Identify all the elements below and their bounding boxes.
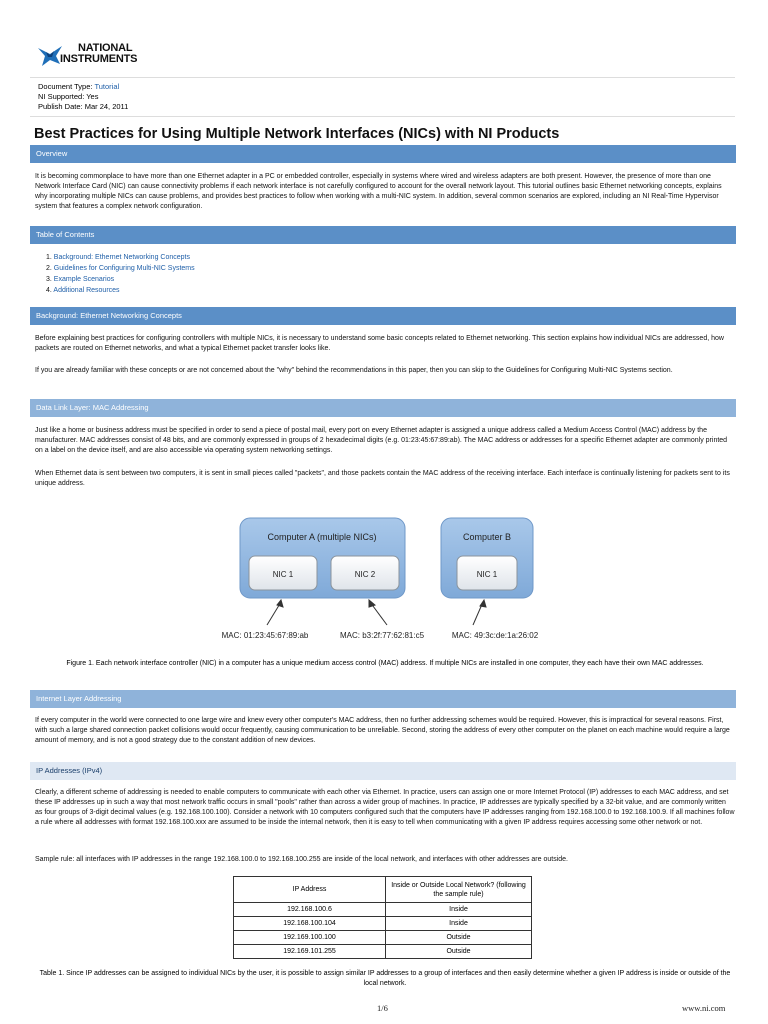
overview-text: It is becoming commonplace to have more than one Ethernet adapter in a PC or embedded controller, especially in systems where wired and wireless adapters are both present. However, the presence of more than one Network Interface Card (NIC) can cause connectivity problems if each network interface is not carefully configured to account for the overall network layout. This tutorial outlines basic Ethernet networking concepts, explains why incorporating multiple NICs can cause problems, and provides best practices to follow when working with a multi-NIC system. In addition, several common scenarios are explored, including an NI Real-Time Hypervisor system that features a complex network configuration.	[35, 173, 722, 210]
nic2-label: NIC 2	[354, 570, 376, 579]
computer-b-label: Computer B	[462, 532, 512, 542]
table-caption: Table 1. Since IP addresses can be assigned to individual NICs by the user, it is possible to assign similar IP addresses to a group of interfaces and then easily determine whether a given IP address is inside or outside of the local network.	[39, 970, 731, 987]
figure-caption: Figure 1. Each network interface controller (NIC) in a computer has a unique medium access control (MAC) address. If multiple NICs are installed in one computer, they each have their own MAC addresses.	[66, 660, 704, 667]
ip-address-table	[233, 876, 532, 959]
datalink-paragraph-1: Just like a home or business address must be specified in order to send a piece of postal mail, every port on every Ethernet adapter is assigned a unique address called a Medium Access Control (MAC) address by the manufacturer. MAC addresses consist of 48 bits, and are commonly expressed in groups of 2 hexadecimal digits (e.g. 01:23:45:67:89:ab). The MAC address or addresses for a specific Ethernet adapter are commonly printed on a label on the device itself, and are also accessible via operating system networking settings.	[35, 427, 728, 454]
logo-line2: INSTRUMENTS	[60, 53, 138, 65]
table-of-contents	[46, 252, 195, 296]
section-header-toc: Table of Contents	[30, 226, 736, 244]
section-header-internet: Internet Layer Addressing	[30, 690, 736, 708]
footer-url[interactable]: www.ni.com	[682, 1003, 726, 1013]
datalink-paragraph-2: When Ethernet data is sent between two computers, it is sent in small pieces called "packets", and those packets contain the MAC address of the receiving interface. Each interface is continually listening for packets sent to its unique address.	[35, 470, 730, 487]
background-paragraph-1: Before explaining best practices for configuring controllers with multiple NICs, it is necessary to understand some basic concepts related to Ethernet networking. This section explains how individual NICs are addressed, how packets are routed on Ethernet networks, and what a typical Ethernet packet transfer looks like.	[35, 335, 724, 352]
mac-label-3: MAC: 49:3c:de:1a:26:02	[451, 631, 539, 640]
section-header-datalink: Data Link Layer: MAC Addressing	[30, 399, 736, 417]
page-title: Best Practices for Using Multiple Network Interfaces (NICs) with NI Products	[34, 126, 560, 142]
document-meta	[30, 77, 735, 117]
arrow-icon	[267, 600, 486, 625]
computer-a-label: Computer A (multiple NICs)	[267, 532, 377, 542]
table-row: 192.169.100.100 Outside	[234, 931, 532, 945]
section-header-background: Background: Ethernet Networking Concepts	[30, 307, 736, 325]
toc-item[interactable]: 1. Background: Ethernet Networking Concepts	[46, 254, 190, 261]
table-header-location: Inside or Outside Local Network? (following the sample rule)	[386, 877, 532, 903]
section-header-overview: Overview	[30, 145, 736, 163]
nic1-label: NIC 1	[272, 570, 294, 579]
ni-logo	[36, 42, 136, 70]
doc-type-label: Document Type:	[38, 82, 93, 91]
toc-item[interactable]: 4. Additional Resources	[46, 287, 120, 294]
toc-item[interactable]: 3. Example Scenarios	[46, 276, 115, 283]
table-row: 192.169.101.255 Outside	[234, 945, 532, 959]
ipv4-paragraph-1: Clearly, a different scheme of addressing is needed to enable computers to communicate with each other via Ethernet. In practice, users can assign one or more Internet Protocol (IP) addresses to each MAC address, and set these IP addresses up in such a way that most network traffic occurs in small "pools" rather than across a wider group of machines. In practice, IP addresses are typically specified by a 32-bit value, and are commonly written as four groups of 3-digit decimal values (e.g. 192.168.100.100). Consider a network with 10 computers configured such that the computers have IP addresses ranging from 192.168.100.0 to 192.168.100.9. If all machines follow a rule where all addresses with format 192.168.100.xxx are assumed to be inside the internal network, then it is easy to tell when communicating with a given IP address requires accessing some other network or not.	[35, 789, 735, 826]
doc-type-link[interactable]: Tutorial	[94, 82, 120, 91]
background-paragraph-2: If you are already familiar with these concepts or are not concerned about the "why" behind the recommendations in this paper, then you can skip to the Guidelines for Configuring Multi-NIC Systems section.	[35, 367, 673, 374]
logo-line1: NATIONAL	[78, 42, 133, 54]
publish-date: Publish Date: Mar 24, 2011	[38, 102, 129, 111]
mac-label-1: MAC: 01:23:45:67:89:ab	[221, 631, 309, 640]
ni-supported: NI Supported: Yes	[38, 92, 99, 101]
table-row: 192.168.100.104 Inside	[234, 917, 532, 931]
mac-address-diagram	[215, 510, 555, 650]
table-header-ip: IP Address	[234, 877, 386, 903]
ipv4-paragraph-2: Sample rule: all interfaces with IP addresses in the range 192.168.100.0 to 192.168.100.255 are inside of the local network, and interfaces with other addresses are outside.	[35, 856, 568, 863]
page-number: 1/6	[377, 1003, 388, 1013]
section-header-ipv4: IP Addresses (IPv4)	[30, 762, 736, 780]
mac-label-2: MAC: b3:2f:77:62:81:c5	[339, 631, 425, 640]
toc-item[interactable]: 2. Guidelines for Configuring Multi-NIC Systems	[46, 265, 195, 272]
table-row: 192.168.100.6 Inside	[234, 903, 532, 917]
nic-b-label: NIC 1	[476, 570, 498, 579]
internet-paragraph-1: If every computer in the world were connected to one large wire and knew every other computer's MAC address, then no further addressing schemes would be required. However, this is impractical for several reasons. First, with such a large shared connection packet collisions would occur frequently, causing communication to be unreliable. Second, storing the address of every other computer on the planet on each machine would require a large amount of memory, and is not a good strategy due to the constant addition of new devices.	[35, 717, 730, 744]
